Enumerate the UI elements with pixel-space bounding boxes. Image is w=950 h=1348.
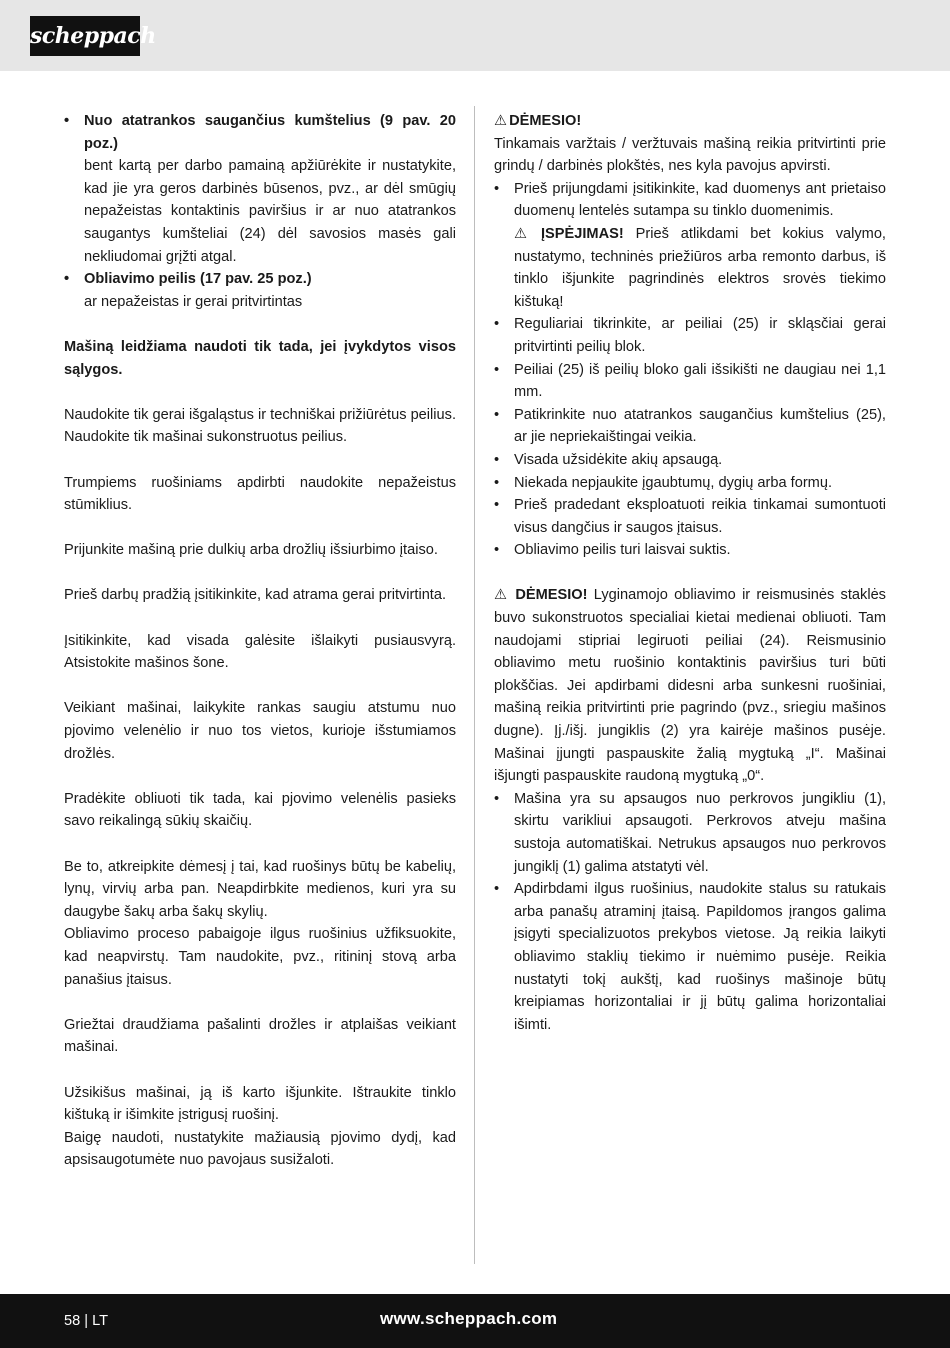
attention-text: Lyginamojo obliavimo ir reismusinės staklės buvo sukonstruotos specialiai kietai medienai obliuoti. Tam naudojami stipriai legiruoti peiliai (24). Reismusinio obliavimo metu ruošinio kontaktinis paviršius turi būti plokščias. Jei apdirbami didesni arba sunkesni ruošiniai, mašiną reikia pritvirtinti prie pagrindo (pvz., sriegiu mašinos dugne). Įj./išj. jungiklis (2) yra kairėje mašinos pusėje. Mašinai įjungti paspauskite žalią mygtuką „I“. Mašinai išjungti paspauskite raudoną mygtuką „0“.: [494, 587, 886, 785]
column-divider: [474, 106, 475, 1264]
check-list: [64, 110, 456, 313]
list-item: • Peiliai (25) iš peilių bloko gali išsikišti ne daugiau nei 1,1 mm.: [494, 359, 886, 404]
paragraph: Įsitikinkite, kad visada galėsite išlaikyti pusiausvyrą. Atsistokite mašinos šone.: [64, 632, 456, 672]
paragraph: Pradėkite obliuoti tik tada, kai pjovimo velenėlis pasieks savo reikalingą sūkių skaičių.: [64, 790, 456, 830]
list-item: • Apdirbdami ilgus ruošinius, naudokite stalus su ratukais arba panašų atraminį įtaisą. Papildomos įrangos galima įsigyti specializuotos prekybos vietose. Ją reikia laikyti obliavimo staklių tiekimo ir nuėmimo pusėje. Reikia nustatyti tokį aukštį, kad ruošinys mašinoje būtų kreipiamas horizontaliai ir jį būtų galima horizontaliai išimti.: [494, 878, 886, 1036]
operation-list: [494, 788, 886, 1037]
paragraph: Prieš darbų pradžią įsitikinkite, kad atrama gerai pritvirtinta.: [64, 587, 447, 604]
list-item-text: • Prieš prijungdami įsitikinkite, kad duomenys ant prietaiso duomenų lentelės sutampa su tinklo duomenimis.: [514, 180, 886, 220]
list-item-title: • Nuo atatrankos saugančius kumštelius (9 pav. 20 poz.): [84, 113, 456, 152]
paragraph: Baigę naudoti, nustatykite mažiausią pjovimo dydį, kad apsisaugotumėte nuo pavojaus susižaloti.: [64, 1129, 456, 1169]
page-header: [0, 0, 950, 71]
list-item: • Niekada nepjaukite įgaubtumų, dygių arba formų.: [494, 472, 886, 495]
page-number: 58 | LT: [64, 1313, 109, 1329]
attention-block: [494, 584, 886, 787]
warning-block: [514, 223, 886, 313]
warning-triangle-icon: ⚠: [494, 113, 508, 129]
list-item: • Reguliariai tikrinkite, ar peiliai (25) ir skląsčiai gerai pritvirtinti peilių blok.: [494, 313, 886, 358]
warning-text: Prieš atlikdami bet kokius valymo, nustatymo, techninės priežiūros arba remonto darbus, iš tinklo išjunkite pagrindinės elektros srovės tiekimo kištuką!: [514, 225, 886, 310]
bold-notice: Mašiną leidžiama naudoti tik tada, jei įvykdytos visos sąlygos.: [64, 338, 456, 378]
safety-list: [494, 178, 886, 562]
paragraph: Veikiant mašinai, laikykite rankas saugiu atstumu nuo pjovimo velenėlio ir nuo tos vietos, kurioje išstumiamos drožlės.: [64, 700, 456, 762]
list-item-text: ar nepažeistas ir gerai pritvirtintas: [84, 293, 303, 310]
paragraph: Be to, atkreipkite dėmesį į tai, kad ruošinys būtų be kabelių, lynų, virvių arba pan. Neapdirbkite medienos, kuri yra su daugybe šakų arba šakų skylių.: [64, 858, 456, 920]
left-column: [64, 110, 456, 1172]
attention-title: DĖMESIO!: [509, 113, 582, 129]
list-item: [64, 110, 456, 268]
list-item: • Prieš pradedant eksploatuoti reikia tinkamai sumontuoti visus dangčius ir saugos įtaisus.: [494, 494, 886, 539]
list-item: • Visada užsidėkite akių apsaugą.: [494, 449, 886, 472]
list-item: [494, 178, 886, 314]
list-item: • Obliavimo peilis turi laisvai suktis.: [494, 539, 886, 562]
warning-triangle-icon: ⚠: [494, 587, 508, 604]
attention-title: DĖMESIO!: [515, 587, 588, 604]
paragraph: Trumpiems ruošiniams apdirbti naudokite nepažeistus stūmiklius.: [64, 474, 456, 514]
list-item-title: • Obliavimo peilis (17 pav. 25 poz.): [84, 271, 312, 288]
attention-heading: [494, 110, 886, 133]
list-item: • Mašina yra su apsaugos nuo perkrovos jungikliu (1), skirtu varikliui apsaugoti. Perkrovos atveju mašina sustoja automatiškai. Netrukus apsaugos nuo perkrovos jungiklį (1) galima atstatyti vėl.: [494, 788, 886, 878]
scheppach-logo: scheppach: [30, 16, 140, 56]
list-item: [64, 268, 456, 313]
paragraph: Naudokite tik gerai išgaląstus ir techniškai prižiūrėtus peilius. Naudokite tik mašinai sukonstruotus peilius.: [64, 406, 456, 446]
paragraph: Obliavimo proceso pabaigoje ilgus ruošinius užfiksuokite, kad neapvirstų. Tam naudokite, pvz., ritininį stovą arba panašius įtaisus.: [64, 926, 456, 988]
right-column: [494, 110, 886, 1036]
warning-triangle-icon: ⚠: [514, 225, 528, 242]
list-item-text: bent kartą per darbo pamainą apžiūrėkite ir nustatykite, kad jie yra geros darbinės būsenos, pvz., ar dėl smūgių nepažeistas kontaktinis paviršius ir ar nuo atatrankos saugantys kumšteliai (24) dėl savosios masės gali nekliudomai grįžti atgal.: [84, 158, 456, 265]
page-footer: [0, 1294, 950, 1348]
website-link[interactable]: www.scheppach.com: [380, 1309, 558, 1328]
warning-title: ĮSPĖJIMAS!: [541, 225, 624, 242]
attention-text: Tinkamais varžtais / veržtuvais mašiną reikia pritvirtinti prie grindų / darbinės plokštės, nes kyla pavojus apvirsti.: [494, 135, 886, 175]
paragraph: Griežtai draudžiama pašalinti drožles ir atplaišas veikiant mašinai.: [64, 1016, 456, 1056]
paragraph: Užsikišus mašinai, ją iš karto išjunkite. Ištraukite tinklo kištuką ir išimkite įstrigusį ruošinį.: [64, 1084, 456, 1124]
list-item: • Patikrinkite nuo atatrankos saugančius kumštelius (25), ar jie nepriekaištingai veikia.: [494, 404, 886, 449]
paragraph: Prijunkite mašiną prie dulkių arba drožlių išsiurbimo įtaiso.: [64, 542, 438, 559]
